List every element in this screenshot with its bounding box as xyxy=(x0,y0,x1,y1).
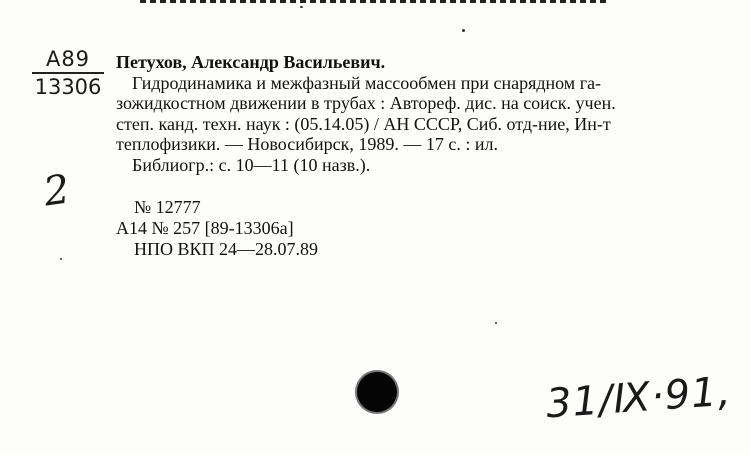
ink-speck xyxy=(495,322,497,324)
ink-speck xyxy=(300,6,303,8)
bibliography-note: Библиогр.: с. 10—11 (10 назв.). xyxy=(132,154,371,175)
title-line: зожидкостном движении в трубах : Автореф. дис. на соиск. учен. xyxy=(116,93,616,113)
bibliographic-entry xyxy=(116,52,716,260)
npo-stamp-line: НПО ВКП 24—28.07.89 xyxy=(134,239,319,259)
shelfmark xyxy=(32,46,104,100)
title-line: Гидродинамика и межфазный массообмен при снарядном га- xyxy=(132,72,602,93)
title-line: степ. канд. техн. наук : (05.14.05) / АН СССР, Сиб. отд-ние, Ин-т xyxy=(116,113,611,134)
shelfmark-bottom: 13306 xyxy=(34,75,102,99)
author-heading: Петухов, Александр Васильевич. xyxy=(116,52,386,72)
record-number: № 12777 xyxy=(134,197,201,217)
ink-speck xyxy=(462,29,465,32)
punch-hole xyxy=(357,372,397,412)
shelfmark-top: А89 xyxy=(32,46,104,74)
top-border xyxy=(140,0,610,3)
acquisition-number: А14 № 257 [89-13306а] xyxy=(116,218,294,238)
handwritten-mark: 2 xyxy=(40,166,73,216)
handwritten-date: 31/Ⅸ·91, xyxy=(544,368,733,428)
ink-speck xyxy=(60,258,62,260)
title-line: теплофизики. — Новосибирск, 1989. — 17 с. : ил. xyxy=(116,134,498,154)
